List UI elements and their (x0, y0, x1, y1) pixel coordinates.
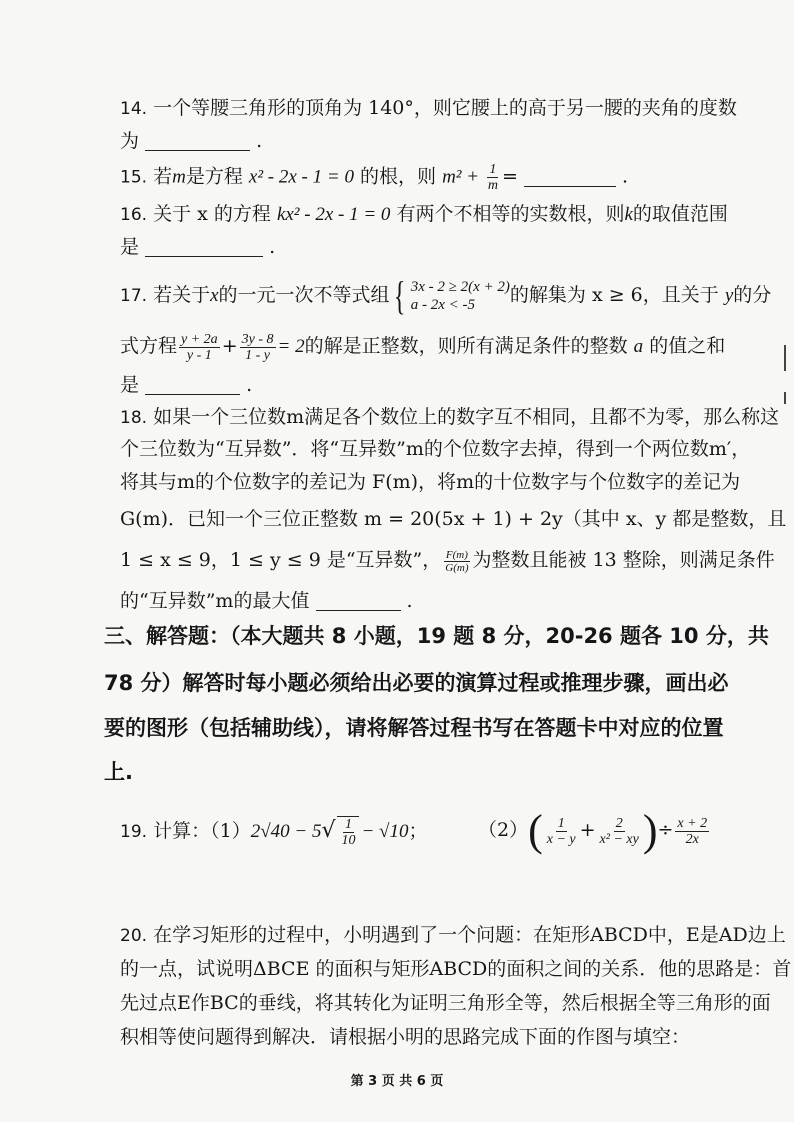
q17-f1-den: y - 1 (186, 347, 212, 363)
q15-mid2: 的根，则 (360, 165, 437, 188)
q16-equation: kx² - 2x - 1 = 0 (276, 204, 391, 225)
q18-l6: 的“互异数”m的最大值 (120, 590, 310, 612)
q20-l1: 在学习矩形的过程中，小明遇到了一个问题：在矩形ABCD中，E是AD边上 (153, 924, 786, 946)
q17-mid: 的一元一次不等式组 (218, 284, 390, 306)
q16-end: . (269, 236, 276, 258)
q18-l3: 将其与m的个位数字的差记为 F(m)，将m的十位数字与个位数字的差记为 (120, 471, 741, 493)
q19-part1-end: ； (408, 820, 428, 842)
q15-m: m (172, 166, 186, 188)
q18-line5 (120, 542, 775, 578)
q16-line2 (120, 234, 734, 260)
q20-number: 20. (120, 926, 148, 946)
q15-equals: = (501, 165, 518, 188)
q17-cont: 是 (120, 374, 140, 396)
q17-post2: 的分 (733, 284, 772, 306)
q18-answer-blank[interactable] (316, 592, 401, 611)
q17-f2-num: 3y - 8 (241, 331, 274, 347)
q19-p2-plus: + (579, 819, 596, 841)
q17-end: . (246, 374, 253, 396)
q19-p1-frac-den: 10 (341, 833, 356, 848)
q19-p2-div: ÷ (657, 819, 674, 841)
q17-line2-post2: 的值之和 (649, 335, 726, 357)
q16-cont: 是 (120, 236, 140, 258)
section3-line2: 78 分）解答时每小题必须给出必要的演算过程或推理步骤，画出必 (104, 671, 729, 695)
q15-mid: 是方程 (185, 165, 243, 188)
q19-p2-fraction-2 (598, 816, 641, 847)
q16-post2: 的取值范围 (632, 203, 728, 225)
q16-pre: 关于 x 的方程 (153, 203, 271, 225)
scan-edge-mark (784, 345, 786, 371)
q20-line4 (120, 1024, 754, 1050)
q19-p2-fraction-1 (545, 816, 578, 847)
q16-number: 16. (120, 205, 148, 225)
q15-pre: 若 (153, 165, 173, 188)
q19-part1-b: − √10 (361, 821, 409, 842)
q18-line3 (120, 469, 741, 495)
section3-line1: 三、解答题：（本大题共 8 小题，19 题 8 分，20-26 题各 10 分，共 (104, 624, 769, 648)
q17-fraction-1 (179, 332, 220, 363)
q18-line4 (120, 506, 787, 532)
q19-label: 计算： (153, 820, 211, 842)
q17-row2: a - 2x < -5 (410, 297, 476, 313)
q18-l5-pre: 1 ≤ x ≤ 9，1 ≤ y ≤ 9 是“互异数”， (120, 549, 442, 571)
q15-expression: m² + (442, 166, 484, 188)
q18-frac-num: F(m) (445, 548, 468, 561)
q18-end: . (406, 590, 413, 612)
right-paren-icon: ) (642, 806, 658, 855)
q20-l3: 先过点E作BC的垂线，将其转化为证明三角形全等，然后根据全等三角形的面 (120, 992, 771, 1014)
q17-eq: = 2 (277, 336, 305, 357)
q19-p2-f2-den: x² − xy (599, 831, 639, 847)
q20-l2: 的一点，试说明ΔBCE 的面积与矩形ABCD的面积之间的关系．他的思路是：首 (120, 958, 792, 980)
page-footer: 第 3 页 共 6 页 (350, 1074, 444, 1089)
q18-frac-den: G(m) (445, 561, 469, 574)
q17-line3 (120, 372, 734, 398)
q15-fraction (486, 162, 500, 193)
q17-line2-post: 的解是正整数，则所有满足条件的整数 (304, 335, 628, 357)
left-paren-icon: ( (528, 806, 543, 855)
q14-text: 一个等腰三角形的顶角为 140°，则它腰上的高于另一腰的夹角的度数 (153, 97, 737, 119)
q17-fraction-2 (240, 332, 276, 363)
q18-l5-post: 为整数且能被 13 整除，则满足条件 (472, 549, 775, 571)
q19-p2-f3-den: 2x (685, 831, 699, 847)
q17-x: x (210, 285, 219, 306)
q17-inequality-system (390, 273, 510, 318)
q18-l4: G(m)．已知一个三位正整数 m = 20(5x + 1) + 2y（其中 x、y 都是整数，且 (120, 508, 787, 530)
q15-frac-num: 1 (489, 162, 497, 177)
q16-k: k (624, 204, 633, 225)
q17-line2 (120, 328, 734, 364)
q14-answer-blank[interactable] (145, 132, 250, 151)
q16-post: 有两个不相等的实数根，则 (396, 203, 625, 225)
q20-line1 (120, 922, 786, 949)
q17-y: y (724, 285, 734, 306)
q17-f1-num: y + 2a (181, 331, 218, 347)
q17-pre: 若关于 (153, 284, 211, 306)
q18-line1 (120, 404, 780, 431)
q17-a: a (633, 336, 644, 357)
q14-end: . (256, 130, 263, 152)
q17-post: 的解集为 x ≥ 6，且关于 (509, 284, 719, 306)
q17-answer-blank[interactable] (145, 376, 240, 395)
q14-line1 (120, 95, 737, 122)
q20-line3 (120, 990, 771, 1016)
q16-answer-blank[interactable] (145, 238, 263, 257)
q17-line2-pre: 式方程 (120, 335, 178, 357)
q19-p2-f1-den: x − y (546, 831, 576, 847)
q15-equation: x² - 2x - 1 = 0 (248, 166, 354, 188)
q17-number: 17. (120, 286, 148, 306)
q14-number: 14. (120, 99, 148, 119)
q20-l4: 积相等使问题得到解决．请根据小明的思路完成下面的作图与填空： (120, 1026, 691, 1048)
brace-icon: { (393, 273, 405, 318)
q16-line1 (120, 201, 734, 228)
q20-line2 (120, 956, 792, 982)
q17-row1: 3x - 2 ≥ 2(x + 2) (410, 279, 510, 295)
q17-plus: + (221, 335, 238, 357)
q15-number: 15. (120, 167, 148, 188)
q17-f2-den: 1 - y (245, 347, 270, 363)
q18-fraction (443, 549, 470, 574)
q18-line2 (120, 436, 751, 462)
q19-part1-label: （1） (210, 820, 251, 842)
q19-p2-f1-num: 1 (557, 815, 565, 831)
q19-p1-frac-num: 1 (344, 817, 352, 832)
section3-line4: 上. (104, 760, 133, 784)
q14-line2 (120, 128, 734, 154)
q18-line6 (120, 588, 734, 614)
section3-line3: 要的图形（包括辅助线），请将解答过程书写在答题卡中对应的位置 (104, 716, 724, 740)
q18-l1: 如果一个三位数m满足各个数位上的数字互不相同，且都不为零，那么称这 (153, 406, 780, 428)
q15-answer-blank[interactable] (524, 168, 616, 187)
q14-cont: 为 (120, 130, 140, 152)
q15-frac-den: m (487, 178, 498, 193)
q18-l2: 个三位数为“互异数”．将“互异数”m的个位数字去掉，得到一个两位数m′， (120, 438, 751, 460)
q19-part1-fraction (337, 816, 359, 848)
q15-end: . (621, 165, 628, 188)
q19-p2-fraction-3 (675, 816, 709, 847)
q19-number: 19. (120, 822, 148, 842)
q15-line (120, 162, 734, 193)
q19-part2 (478, 800, 754, 860)
q17-line1 (120, 273, 772, 318)
q19-part1-a: 2√40 − 5 (250, 821, 322, 842)
q18-number: 18. (120, 408, 148, 428)
q19-part2-label: （2） (478, 819, 529, 841)
q19-p2-f2-num: 2 (615, 815, 623, 831)
q19-p2-f3-num: x + 2 (677, 815, 708, 831)
sqrt-icon: √ (321, 818, 336, 843)
scan-edge-mark (784, 392, 786, 404)
